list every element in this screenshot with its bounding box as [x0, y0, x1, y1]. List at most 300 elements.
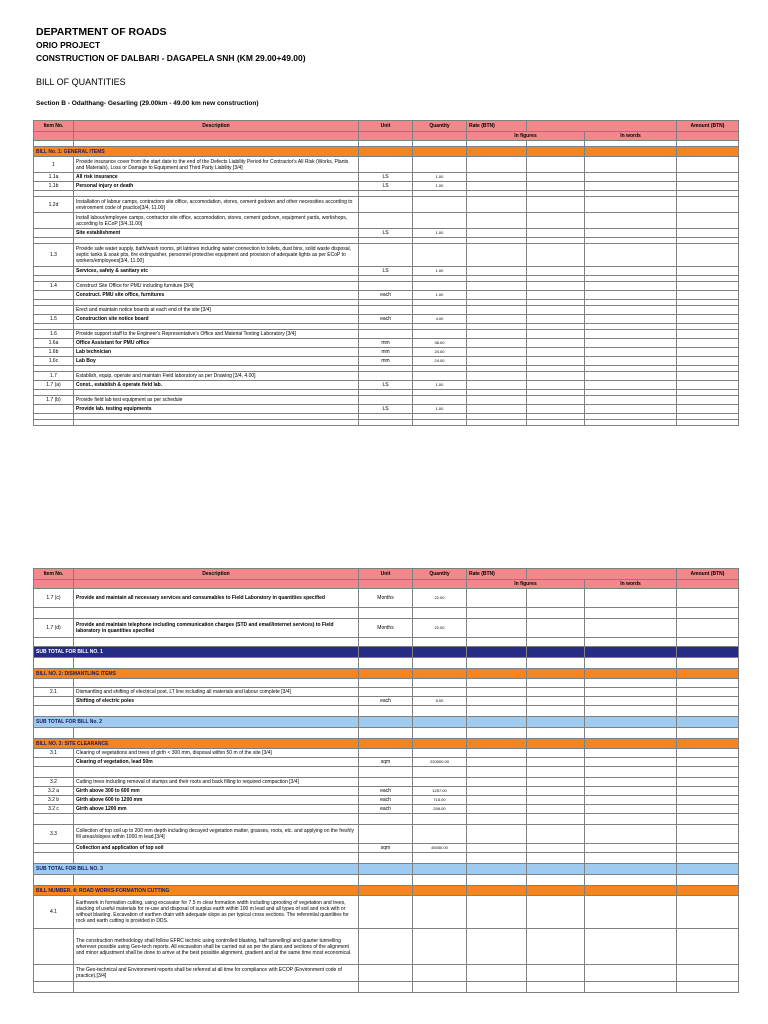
column-header-unit: Unit: [359, 569, 413, 580]
empty-cell: [585, 853, 677, 864]
item-description: Provide and maintain all necessary services and consumables to Field Laboratory in quantities specified: [74, 589, 359, 608]
table-row: [34, 688, 739, 697]
blank-cell: [527, 965, 585, 982]
item-unit: Months: [359, 619, 413, 638]
table-row: [34, 306, 739, 315]
table-row: [34, 787, 739, 796]
empty-cell: [677, 420, 739, 426]
subtotal-label: SUB TOTAL FOR BILL NO. 3: [34, 864, 359, 875]
subheader-blank: [359, 132, 413, 141]
item-unit: each: [359, 291, 413, 300]
blank-cell: [585, 147, 677, 157]
empty-row: [34, 638, 739, 647]
blank-cell: [677, 669, 739, 679]
table-row: [34, 929, 739, 965]
blank-cell: [677, 267, 739, 276]
blank-cell: [467, 844, 527, 853]
item-unit: [359, 244, 413, 267]
item-quantity: 24.00: [413, 348, 467, 357]
blank-cell: [585, 717, 677, 728]
blank-cell: [677, 213, 739, 229]
empty-cell: [74, 982, 359, 993]
empty-cell: [585, 679, 677, 688]
empty-cell: [677, 728, 739, 739]
item-description: Earthwork in formation cutting, using excavator for 7.5 m clear formation width including uprooting of vegetation and trees, stacking of useful materials for re-use and disposal of surplus earth within 100 m lead and all types of soil and rock with or without blasting. Excavation of earthen drain with adequate slope as per typical cross sections. The referential quantities for rock and earth cutting is provided in DDS.: [74, 896, 359, 929]
item-unit: sqm: [359, 844, 413, 853]
blank-cell: [467, 739, 527, 749]
item-description: Shifting of electric poles: [74, 697, 359, 706]
item-quantity: [413, 929, 467, 965]
item-unit: [359, 896, 413, 929]
blank-cell: [677, 805, 739, 814]
blank-cell: [467, 864, 527, 875]
subheader-blank: [359, 580, 413, 589]
blank-cell: [677, 965, 739, 982]
blank-cell: [527, 749, 585, 758]
blank-cell: [677, 619, 739, 638]
item-number: [34, 229, 74, 238]
item-quantity: 1.00: [413, 267, 467, 276]
column-header-quantity: Quantity: [413, 569, 467, 580]
empty-cell: [585, 814, 677, 825]
blank-cell: [677, 197, 739, 213]
table-row: [34, 213, 739, 229]
item-number: 1.4: [34, 282, 74, 291]
blank-cell: [585, 182, 677, 191]
item-number: [34, 291, 74, 300]
blank-cell: [467, 825, 527, 844]
item-quantity: [413, 965, 467, 982]
item-quantity: 36.00: [413, 339, 467, 348]
empty-row: [34, 420, 739, 426]
blank-cell: [527, 796, 585, 805]
item-number: 1.7 (d): [34, 619, 74, 638]
table-row: [34, 197, 739, 213]
item-number: [34, 844, 74, 853]
item-number: 3.2 c: [34, 805, 74, 814]
empty-cell: [413, 853, 467, 864]
empty-cell: [467, 679, 527, 688]
construction-title: CONSTRUCTION OF DALBARI - DAGAPELA SNH (KM 29.00+49.00): [36, 53, 306, 63]
subheader-blank: [677, 132, 739, 141]
blank-cell: [359, 739, 413, 749]
blank-cell: [585, 688, 677, 697]
subtotal-label: SUB TOTAL FOR BILL No. 2: [34, 717, 359, 728]
bill-heading: BILL NUMBER. 4: ROAD WORKS-FORMATION CUTTING: [34, 886, 359, 896]
blank-cell: [527, 787, 585, 796]
blank-cell: [413, 886, 467, 896]
empty-cell: [359, 679, 413, 688]
empty-cell: [677, 706, 739, 717]
blank-cell: [585, 357, 677, 366]
item-description: Collection of top soil up to 200 mm depth including decayed vegetation matter, grasses, roots, etc. and applying on the freshly fill areas/slopes within 1000 m lead.[3/4]: [74, 825, 359, 844]
empty-cell: [359, 420, 413, 426]
empty-cell: [585, 875, 677, 886]
empty-cell: [34, 853, 74, 864]
item-number: 1.2d: [34, 197, 74, 213]
item-number: 1.6a: [34, 339, 74, 348]
item-number: 3.2 b: [34, 796, 74, 805]
table-row: [34, 805, 739, 814]
blank-cell: [677, 749, 739, 758]
blank-cell: [585, 405, 677, 414]
item-unit: [359, 197, 413, 213]
blank-cell: [359, 669, 413, 679]
blank-cell: [527, 372, 585, 381]
empty-cell: [527, 728, 585, 739]
empty-cell: [34, 420, 74, 426]
blank-cell: [527, 267, 585, 276]
item-number: [34, 758, 74, 767]
table-row: [34, 173, 739, 182]
blank-cell: [467, 381, 527, 390]
blank-cell: [585, 697, 677, 706]
blank-cell: [527, 688, 585, 697]
item-number: 1.7 (a): [34, 381, 74, 390]
empty-cell: [677, 982, 739, 993]
item-quantity: [413, 896, 467, 929]
item-description: Collection and application of top soil: [74, 844, 359, 853]
item-quantity: [413, 213, 467, 229]
table-row: [34, 825, 739, 844]
empty-cell: [359, 853, 413, 864]
item-quantity: 22.00: [413, 589, 467, 608]
column-header-amount: Amount (BTN): [677, 569, 739, 580]
blank-cell: [527, 896, 585, 929]
blank-cell: [413, 669, 467, 679]
item-unit: [359, 372, 413, 381]
blank-cell: [677, 372, 739, 381]
item-description: Erect and maintain notice boards at each end of the site [3/4]: [74, 306, 359, 315]
item-number: 1.5: [34, 315, 74, 324]
blank-cell: [677, 405, 739, 414]
empty-cell: [527, 706, 585, 717]
item-description: Provide insurance cover from the start date to the end of the Defects Liability Period for Contractor's All Risk (Works, Plants and Materials), Loss or Damage to Equipment and Third Party Liability [3/4]: [74, 157, 359, 173]
item-description: Provide safe water supply, bath/wash rooms, pit latrines including water connection to toilets, dust bins, solid waste disposal, septic tanks & soak pits, fire extinguisher, personnel protective equipment and provision of adequate lights as per ECoP to workers/employees[3/4, 11.00]: [74, 244, 359, 267]
blank-cell: [677, 717, 739, 728]
empty-cell: [74, 638, 359, 647]
empty-row: [34, 608, 739, 619]
item-quantity: 1.00: [413, 229, 467, 238]
item-unit: [359, 330, 413, 339]
empty-cell: [585, 608, 677, 619]
empty-cell: [527, 875, 585, 886]
empty-cell: [413, 679, 467, 688]
item-number: 1.6c: [34, 357, 74, 366]
table-row: [34, 182, 739, 191]
blank-cell: [467, 348, 527, 357]
item-description: The construction methodology shall follow EFRC technic using controlled blasting, half tunnelling/ and quarter tunnelling wherever possible using Geo-tech reports. All excavation shall be carried out as per the plans and sections of the alignment and minor adjustment shall be done to arrive at the best possible alignment, gradient and at the same time most economical.: [74, 929, 359, 965]
empty-cell: [677, 814, 739, 825]
empty-cell: [585, 706, 677, 717]
item-description: The Geo-technical and Environment reports shall be referred at all time for compliance with ECOP (Environment code of practice).[3/4]: [74, 965, 359, 982]
item-unit: sqm: [359, 758, 413, 767]
blank-cell: [467, 197, 527, 213]
empty-cell: [74, 728, 359, 739]
empty-cell: [413, 608, 467, 619]
item-unit: each: [359, 805, 413, 814]
blank-cell: [677, 778, 739, 787]
bill-heading-row: [34, 669, 739, 679]
empty-cell: [359, 767, 413, 778]
item-description: Install labour/employee camps, contractor site office, accomodation, stores, cement godown, equipment yards, workshops, according to ECoP [3/4,11.00]: [74, 213, 359, 229]
blank-cell: [467, 157, 527, 173]
item-description: Dismantling and shifting of electrical post, LT line including all materials and labour complete [3/4]: [74, 688, 359, 697]
empty-cell: [74, 706, 359, 717]
item-unit: each: [359, 315, 413, 324]
item-unit: mm: [359, 357, 413, 366]
blank-cell: [585, 213, 677, 229]
empty-row: [34, 853, 739, 864]
table-subheader-row: [34, 580, 739, 589]
item-unit: [359, 965, 413, 982]
empty-cell: [413, 814, 467, 825]
subheader-blank: [413, 580, 467, 589]
blank-cell: [585, 787, 677, 796]
blank-cell: [585, 348, 677, 357]
item-unit: [359, 282, 413, 291]
item-quantity: [413, 282, 467, 291]
blank-cell: [585, 796, 677, 805]
blank-cell: [467, 796, 527, 805]
subheader-blank: [74, 132, 359, 141]
blank-cell: [585, 381, 677, 390]
blank-cell: [677, 282, 739, 291]
column-header-quantity: Quantity: [413, 121, 467, 132]
item-number: [34, 213, 74, 229]
blank-cell: [413, 864, 467, 875]
project-title: ORIO PROJECT: [36, 40, 101, 50]
blank-cell: [585, 330, 677, 339]
blank-cell: [467, 787, 527, 796]
empty-cell: [74, 767, 359, 778]
department-title: DEPARTMENT OF ROADS: [36, 26, 167, 38]
blank-cell: [467, 267, 527, 276]
blank-cell: [359, 717, 413, 728]
item-description: All risk insurance: [74, 173, 359, 182]
empty-cell: [34, 982, 74, 993]
blank-cell: [527, 315, 585, 324]
item-number: 1.6b: [34, 348, 74, 357]
empty-cell: [74, 420, 359, 426]
column-header-rate: Rate (BTN): [467, 569, 527, 580]
item-number: 1.1b: [34, 182, 74, 191]
item-quantity: 220000.00: [413, 758, 467, 767]
blank-cell: [527, 197, 585, 213]
blank-cell: [585, 197, 677, 213]
item-description: Girth above 600 to 1200 mm: [74, 796, 359, 805]
item-quantity: [413, 778, 467, 787]
item-unit: LS: [359, 173, 413, 182]
blank-cell: [467, 688, 527, 697]
item-description: Clearing of vegetation, lead 50m: [74, 758, 359, 767]
item-description: Construct Site Office for PMU including furniture [3/4]: [74, 282, 359, 291]
item-number: [34, 697, 74, 706]
blank-cell: [677, 589, 739, 608]
empty-row: [34, 875, 739, 886]
blank-cell: [585, 749, 677, 758]
blank-cell: [527, 244, 585, 267]
empty-cell: [527, 608, 585, 619]
empty-cell: [359, 638, 413, 647]
table-row: [34, 844, 739, 853]
table-row: [34, 396, 739, 405]
column-header-unit: Unit: [359, 121, 413, 132]
item-description: Lab technician: [74, 348, 359, 357]
empty-cell: [467, 767, 527, 778]
empty-cell: [527, 853, 585, 864]
empty-cell: [467, 814, 527, 825]
bill-heading-row: [34, 739, 739, 749]
empty-cell: [359, 706, 413, 717]
empty-cell: [74, 679, 359, 688]
blank-cell: [467, 758, 527, 767]
item-unit: each: [359, 787, 413, 796]
blank-cell: [585, 825, 677, 844]
item-quantity: [413, 157, 467, 173]
blank-cell: [585, 758, 677, 767]
blank-cell: [527, 348, 585, 357]
blank-cell: [413, 147, 467, 157]
boq-table-page-2: [33, 568, 739, 993]
blank-cell: [359, 647, 413, 658]
table-row: [34, 381, 739, 390]
item-description: Services, safety & sanitary etc: [74, 267, 359, 276]
blank-cell: [527, 157, 585, 173]
item-quantity: 1.00: [413, 405, 467, 414]
blank-cell: [677, 796, 739, 805]
item-unit: [359, 157, 413, 173]
item-quantity: [413, 749, 467, 758]
empty-cell: [585, 638, 677, 647]
blank-cell: [527, 173, 585, 182]
empty-cell: [527, 638, 585, 647]
item-description: Provide field lab test equipment as per schedule: [74, 396, 359, 405]
blank-cell: [467, 315, 527, 324]
item-quantity: 1.00: [413, 173, 467, 182]
item-quantity: 715.00: [413, 796, 467, 805]
empty-cell: [34, 658, 74, 669]
blank-cell: [677, 348, 739, 357]
column-header-description: Description: [74, 569, 359, 580]
blank-cell: [677, 173, 739, 182]
blank-cell: [527, 182, 585, 191]
bill-heading-row: [34, 886, 739, 896]
empty-cell: [467, 608, 527, 619]
empty-cell: [677, 608, 739, 619]
blank-cell: [467, 229, 527, 238]
blank-cell: [585, 864, 677, 875]
table-header-row: [34, 121, 739, 132]
item-number: 1.7 (b): [34, 396, 74, 405]
empty-cell: [74, 814, 359, 825]
subheader-blank: [413, 132, 467, 141]
blank-cell: [527, 330, 585, 339]
table-row: [34, 896, 739, 929]
item-quantity: 24.00: [413, 357, 467, 366]
blank-cell: [527, 357, 585, 366]
item-number: 3.2 a: [34, 787, 74, 796]
blank-cell: [467, 291, 527, 300]
subtotal-label: SUB TOTAL FOR BILL NO. 1: [34, 647, 359, 658]
table-row: [34, 965, 739, 982]
table-row: [34, 619, 739, 638]
blank-cell: [585, 739, 677, 749]
item-number: [34, 267, 74, 276]
blank-cell: [585, 929, 677, 965]
column-header-blank: [527, 569, 677, 580]
blank-cell: [527, 229, 585, 238]
blank-cell: [677, 315, 739, 324]
empty-cell: [467, 853, 527, 864]
document-title: BILL OF QUANTITIES: [36, 77, 126, 87]
table-row: [34, 589, 739, 608]
subheader-blank: [74, 580, 359, 589]
item-quantity: [413, 306, 467, 315]
blank-cell: [677, 844, 739, 853]
item-unit: mm: [359, 339, 413, 348]
boq-table-page-1: [33, 120, 739, 426]
blank-cell: [585, 589, 677, 608]
empty-cell: [527, 420, 585, 426]
blank-cell: [585, 965, 677, 982]
table-row: [34, 778, 739, 787]
blank-cell: [467, 647, 527, 658]
blank-cell: [467, 929, 527, 965]
column-header-item: Item No.: [34, 569, 74, 580]
subheader-blank: [34, 132, 74, 141]
empty-cell: [359, 814, 413, 825]
blank-cell: [359, 886, 413, 896]
blank-cell: [527, 647, 585, 658]
blank-cell: [585, 157, 677, 173]
empty-cell: [413, 420, 467, 426]
empty-cell: [34, 608, 74, 619]
blank-cell: [527, 805, 585, 814]
blank-cell: [585, 229, 677, 238]
item-quantity: [413, 688, 467, 697]
empty-cell: [413, 728, 467, 739]
bill-heading: BILL NO. 2: DISMANTLING ITEMS: [34, 669, 359, 679]
empty-cell: [359, 728, 413, 739]
empty-cell: [359, 982, 413, 993]
blank-cell: [467, 717, 527, 728]
subheader-in-figures: In figures: [467, 580, 585, 589]
blank-cell: [677, 157, 739, 173]
item-quantity: 4.00: [413, 315, 467, 324]
bill-heading: BILL NO. 3: SITE CLEARANCE: [34, 739, 359, 749]
blank-cell: [413, 717, 467, 728]
blank-cell: [585, 647, 677, 658]
item-quantity: [413, 825, 467, 844]
empty-cell: [74, 658, 359, 669]
blank-cell: [585, 282, 677, 291]
blank-cell: [677, 864, 739, 875]
table-row: [34, 315, 739, 324]
blank-cell: [467, 697, 527, 706]
blank-cell: [585, 339, 677, 348]
blank-cell: [467, 182, 527, 191]
subtotal-row: [34, 864, 739, 875]
item-description: Const., establish & operate field lab.: [74, 381, 359, 390]
table-row: [34, 796, 739, 805]
empty-cell: [413, 875, 467, 886]
blank-cell: [467, 749, 527, 758]
blank-cell: [527, 589, 585, 608]
blank-cell: [677, 647, 739, 658]
item-number: 2.1: [34, 688, 74, 697]
blank-cell: [585, 173, 677, 182]
